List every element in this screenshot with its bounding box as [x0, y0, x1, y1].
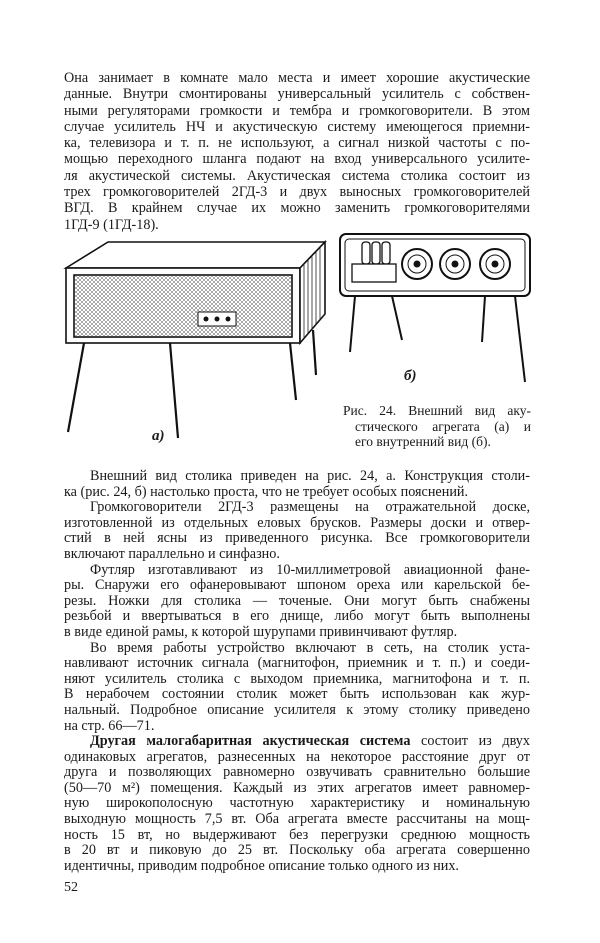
text-line: ВГД. В крайнем случае их можно заменить громкоговорителями: [64, 200, 530, 217]
bold-lead: Другая малогабаритная акустическая система: [90, 733, 411, 750]
text-line: случае усилитель НЧ и акустическую систему имеющегося приемни-: [64, 118, 530, 135]
text-line: навливают источник сигнала (магнитофон, приемник и т. п.) и соеди-: [64, 655, 530, 672]
figure-label-b: б): [404, 368, 417, 384]
page-number: 52: [64, 880, 78, 895]
text-line: нальный. Подробное описание усилителя к этому столику приведено: [64, 701, 530, 718]
text-line: ка (рис. 24, б) настолько проста, что не требует особых пояснений.: [64, 483, 469, 500]
text-line: в виде единой рамы, к которой шурупами привинчивают футляр.: [64, 623, 458, 640]
text-line: ными регуляторами громкости и тембра и громкоговорители. В этом: [64, 102, 530, 119]
text-line: Она занимает в комнате мало места и имеет хорошие акустические: [64, 70, 530, 86]
text-line: ры. Снаружи его офанеровывают шпоном ореха или карельской бе-: [64, 577, 530, 594]
text-line: няют усилитель столика с выходом приемника, магнитофона и т. п.: [64, 670, 530, 687]
text-line: Громкоговорители 2ГД-3 размещены на отражательной доске,: [90, 499, 530, 516]
text-line: его внутренний вид (б).: [355, 434, 491, 449]
text-line: Внешний вид столика приведен на рис. 24, а. Конструкция столи-: [90, 468, 530, 484]
text-line: выходную мощность 7,5 вт. Оба агрегата вместе рассчитаны на мощ-: [64, 811, 530, 828]
text-line: трех громкоговорителей 2ГД-3 и двух выносных громкоговорителей: [64, 184, 530, 201]
text-line: резьбой и ввертываться в его днище, либо могут быть выполнены: [64, 608, 530, 625]
text-line: идентичны, приводим подробное описание только одного из них.: [64, 857, 459, 874]
text-line: в 20 вт и пиковую до 25 вт. Поскольку оба агрегата совершенно: [64, 842, 530, 859]
text-line: ную широкополосную частотную характеристику и номинальную: [64, 795, 530, 812]
text-line: ля акустической системы. Акустическая система столика состоит из: [64, 167, 530, 184]
text-line: включают параллельно и синфазно.: [64, 545, 280, 562]
text-line: Во время работы устройство включают в сеть, на столик уста-: [90, 639, 530, 656]
text-line: стического агрегата (а) и: [355, 418, 531, 434]
text-line: Рис. 24. Внешний вид аку-: [343, 403, 531, 418]
text-line: 1ГД-9 (1ГД-18).: [64, 216, 159, 233]
text-line: [64, 734, 530, 750]
text-line: друга и позволяющих равномерно озвучивать сравнительно большие: [64, 764, 530, 781]
text-line: ка, телевизора и т. п. не используют, а сигнал низкой частоты с по-: [64, 135, 530, 152]
text-line: мощью переходного шланга подают на вход универсального усилите-: [64, 151, 530, 168]
text-run: состоит из двух: [410, 733, 530, 750]
text-line: резы. Ножки для столика — точеные. Они могут быть снабжены: [64, 592, 530, 609]
text-line: Футляр изготавливают из 10-миллиметровой авиационной фане-: [90, 561, 530, 578]
text-line: изготовленной из отдельных еловых брусков. Размеры доски и отвер-: [64, 514, 530, 531]
text-line: ность 15 вт, но выдерживают без перегрузки среднюю мощность: [64, 826, 530, 843]
figure-caption: [343, 403, 531, 450]
text-line: одинаковых агрегатов, разнесенных на некоторое расстояние друг от: [64, 748, 530, 765]
text-line: В нерабочем состоянии столик может быть использован как жур-: [64, 686, 530, 703]
text-line: данные. Внутри смонтированы универсальный усилитель с собствен-: [64, 86, 530, 103]
text-line: стий в ней ясны из приведенного рисунка. Все громкоговорители: [64, 530, 530, 547]
body-text: [64, 469, 530, 874]
figure-label-a: а): [152, 428, 165, 444]
text-line: (50—70 м²) помещения. Каждый из этих агрегатов имеет равномер-: [64, 779, 530, 796]
text-line: на стр. 66—71.: [64, 717, 155, 734]
